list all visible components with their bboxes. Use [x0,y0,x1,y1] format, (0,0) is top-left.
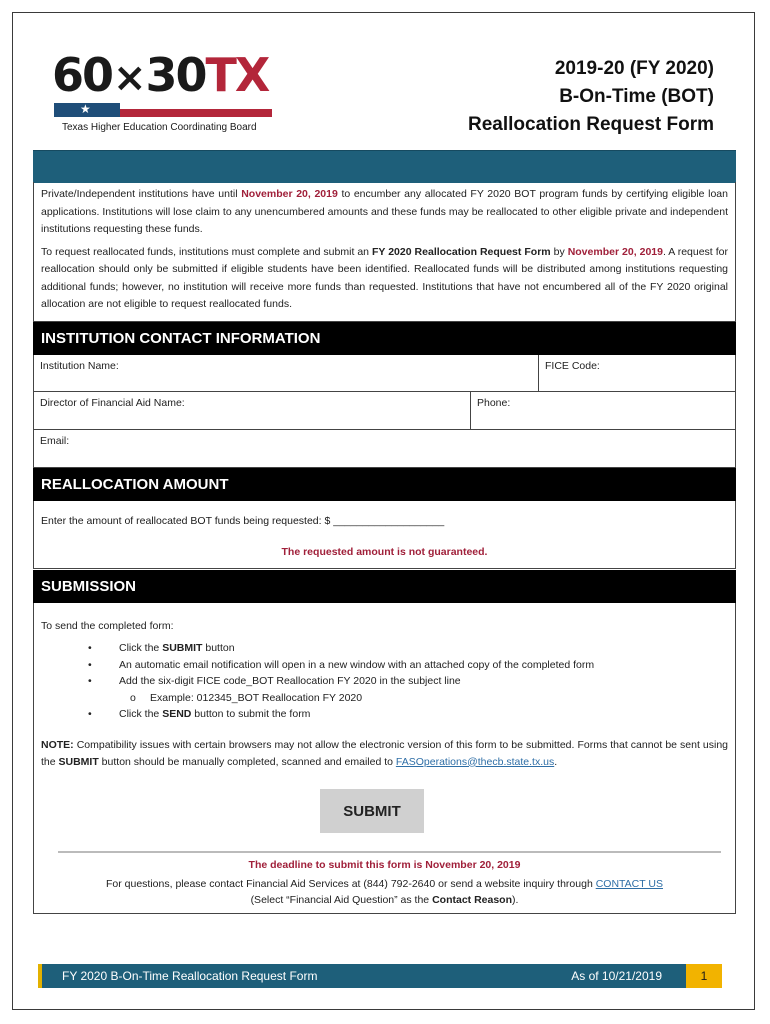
row-institution [33,355,736,392]
list-item: • Add the six-digit FICE code_BOT Reallocation FY 2020 in the subject line [88,675,461,687]
phone-field[interactable] [471,392,735,429]
contact-us-link[interactable]: CONTACT US [595,878,663,890]
footer-form-name: FY 2020 B-On-Time Reallocation Request Form [62,969,318,983]
title-line-3: Reallocation Request Form [468,114,714,135]
page-footer [38,964,722,988]
list-item: o Example: 012345_BOT Reallocation FY 2020 [130,691,363,704]
list-item: • Click the SUBMIT button [88,642,235,654]
header-bar [33,150,736,183]
institution-name-field[interactable] [34,355,538,391]
list-item: • An automatic email notification will open in a new window with an attached copy of the completed form [88,658,595,671]
section-heading-submission: SUBMISSION [33,570,736,603]
row-email [33,430,736,468]
email-link[interactable]: FASOperations@thecb.state.tx.us [395,755,555,768]
director-name-label: Director of Financial Aid Name: [40,397,185,409]
form-title [468,55,714,139]
row-director [33,392,736,430]
section-heading-contact: INSTITUTION CONTACT INFORMATION [33,322,736,355]
submission-box [33,603,736,914]
section-heading-amount: REALLOCATION AMOUNT [33,468,736,501]
star-icon: ★ [80,102,91,116]
list-item: • Click the SEND button to submit the form [88,708,311,720]
submission-intro: To send the completed form: [41,620,174,632]
institution-name-label: Institution Name: [40,360,119,372]
submit-button[interactable]: SUBMIT [320,789,424,833]
thecb-logo [52,50,272,140]
email-label: Email: [40,435,70,447]
phone-label: Phone: [477,397,511,409]
contact-text: For questions, please contact Financial Aid Services at (844) 792-2640 or send a website inquiry through CONTACT US (Select “Financial Aid Question” as the Contact Reason). [106,878,663,906]
amount-box [33,501,736,569]
intro-text [33,182,736,322]
logo-wordmark: 60×30TX [52,48,269,102]
deadline-text: The deadline to submit this form is November 20, 2019 [248,859,521,871]
title-line-1: 2019-20 (FY 2020) [554,58,714,79]
director-name-field[interactable] [34,392,470,429]
submission-steps [88,640,594,723]
compatibility-note: NOTE: Compatibility issues with certain browsers may not allow the electronic version of this form to be submitted. Forms that cannot be sent using the SUBMIT button should be manually completed, scanned and emailed to FASOperations@thecb.state.tx.us. [41,739,728,768]
title-line-2: B-On-Time (BOT) [559,86,714,107]
amount-input[interactable]: Enter the amount of reallocated BOT funds being requested: $ ___________________ [41,515,445,527]
page-number: 1 [686,964,722,988]
divider-line [58,851,721,853]
intro-paragraph-2: To request reallocated funds, institutions must complete and submit an FY 2020 Reallocation Request Form by November 20, 2019. A request for reallocation should only be submitted if eligible students have been identified. Reallocated funds will be distributed among institutions requesting additional funds; however, no institution will receive more funds than requested. Institutions that have not encumbered all of the FY 2020 original allocation are not eligible to request reallocated funds. [41,245,728,310]
logo-flag-red [120,109,272,117]
intro-paragraph-1: Private/Independent institutions have until November 20, 2019 to encumber any allocated FY 2020 BOT program funds by certifying eligible loan applications. Institutions will lose claim to any unencumbered amounts and these funds may be reallocated to other eligible private and independent institutions requesting these funds. [41,188,728,235]
fice-code-label: FICE Code: [545,360,600,372]
email-field[interactable] [34,430,735,467]
amount-disclaimer: The requested amount is not guaranteed. [281,546,488,558]
logo-subtitle: Texas Higher Education Coordinating Board [62,122,257,133]
fice-code-field[interactable] [539,355,735,391]
footer-date: As of 10/21/2019 [571,969,662,983]
